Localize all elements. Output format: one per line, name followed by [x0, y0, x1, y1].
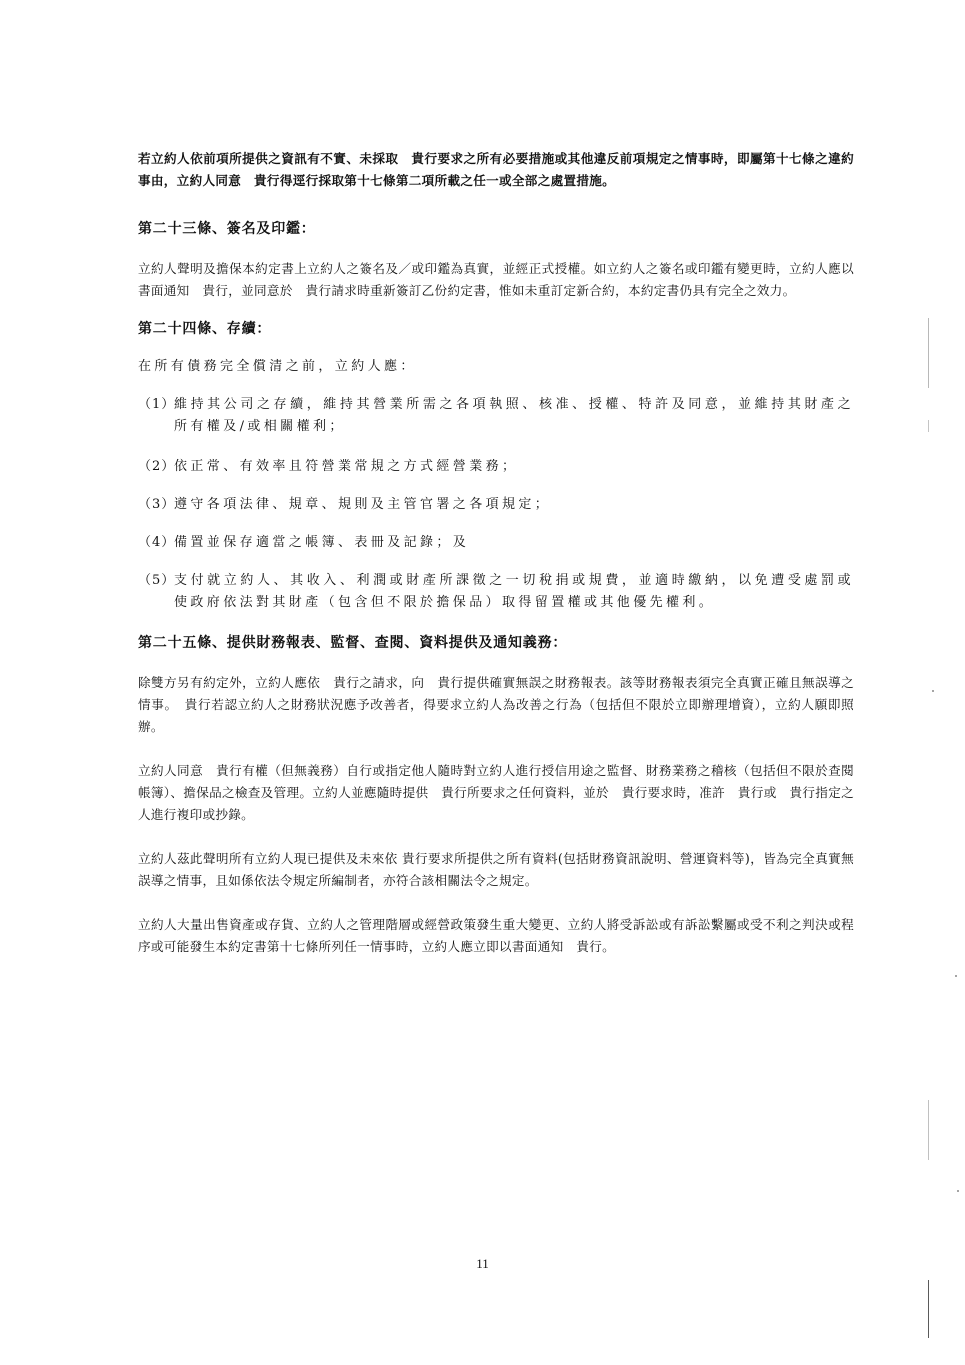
paragraph-article-24-intro: 在所有債務完全償清之前，立約人應：	[138, 359, 417, 374]
page-number: 11	[476, 1256, 489, 1271]
list-text: 遵守各項法律、規章、規則及主管官署之各項規定；	[174, 497, 552, 512]
list-item-24-1	[138, 394, 854, 438]
list-number: （3）	[138, 497, 176, 512]
scan-artifact-dot	[932, 690, 934, 692]
list-number: （1）	[138, 397, 176, 412]
paragraph-article-25-notification: 立約人大量出售資產或存貨、立約人之管理階層或經營政策發生重大變更、立約人將受訴訟或有訴訟繫屬或受不利之判決或程序或可能發生本約定書第十七條所列任一情事時，立約人應立即以書面通知 貴行。	[138, 917, 854, 954]
list-item-24-4	[138, 532, 854, 554]
heading-article-23: 第二十三條、簽名及印鑑：	[138, 221, 316, 237]
paragraph-article-23: 立約人聲明及擔保本約定書上立約人之簽名及／或印鑑為真實，並經正式授權。如立約人之簽名或印鑑有變更時，立約人應以書面通知 貴行，並同意於 貴行請求時重新簽訂乙份約定書，惟如未重訂定新合約，本約定書仍具有完全之效力。	[138, 261, 854, 298]
list-item-24-2	[138, 456, 854, 478]
scan-artifact-line	[928, 1100, 929, 1160]
list-number: （2）	[138, 459, 176, 474]
list-text: 支付就立約人、其收入、利潤或財產所課徵之一切稅捐或規費，並適時繳納，以免遭受處罰或使政府依法對其財產（包含但不限於擔保品）取得留置權或其他優先權利。	[174, 573, 854, 610]
scan-artifact-line	[928, 420, 929, 432]
list-text: 備置並保存適當之帳簿、表冊及記錄；及	[174, 535, 470, 550]
scan-artifact-dot	[955, 975, 957, 977]
list-number: （4）	[138, 535, 176, 550]
paragraph-article-25-financial-statements: 除雙方另有約定外，立約人應依 貴行之請求，向 貴行提供確實無誤之財務報表。該等財務報表須完全真實正確且無誤導之情事。 貴行若認立約人之財務狀況應予改善者，得要求立約人為改善之行為（包括但不限於立即辦理增資），立約人願即照辦。	[138, 675, 854, 734]
paragraph-article-25-information: 立約人茲此聲明所有立約人現已提供及未來依 貴行要求所提供之所有資料(包括財務資訊說明、營運資料等)，皆為完全真實無誤導之情事，且如係依法令規定所編制者，亦符合該相關法令之規定。	[138, 851, 854, 888]
list-text: 依正常、有效率且符營業常規之方式經營業務；	[174, 459, 519, 474]
scan-artifact-line	[928, 318, 929, 388]
paragraph-article-25-supervision: 立約人同意 貴行有權（但無義務）自行或指定他人隨時對立約人進行授信用途之監督、財務業務之稽核（包括但不限於查閱帳簿）、擔保品之檢查及管理。立約人並應隨時提供 貴行所要求之任何資料，並於 貴行要求時，准許 貴行或 貴行指定之人進行複印或抄錄。	[138, 763, 854, 822]
heading-article-24: 第二十四條、存續：	[138, 321, 272, 337]
scan-artifact-dot	[957, 1190, 959, 1192]
document-body	[138, 148, 854, 958]
heading-article-25: 第二十五條、提供財務報表、監督、查閱、資料提供及通知義務：	[138, 635, 568, 651]
paragraph-breach-consequence: 若立約人依前項所提供之資訊有不實、未採取 貴行要求之所有必要措施或其他違反前項規定之情事時，即屬第十七條之違約事由，立約人同意 貴行得逕行採取第十七條第二項所載之任一或全部之處置措施。	[138, 151, 854, 188]
list-text: 維持其公司之存續，維持其營業所需之各項執照、核准、授權、特許及同意，並維持其財產之所有權及/或相關權利；	[174, 397, 854, 434]
list-item-24-5	[138, 570, 854, 614]
list-number: （5）	[138, 573, 176, 588]
scan-artifact-line	[928, 1280, 929, 1338]
list-item-24-3	[138, 494, 854, 516]
